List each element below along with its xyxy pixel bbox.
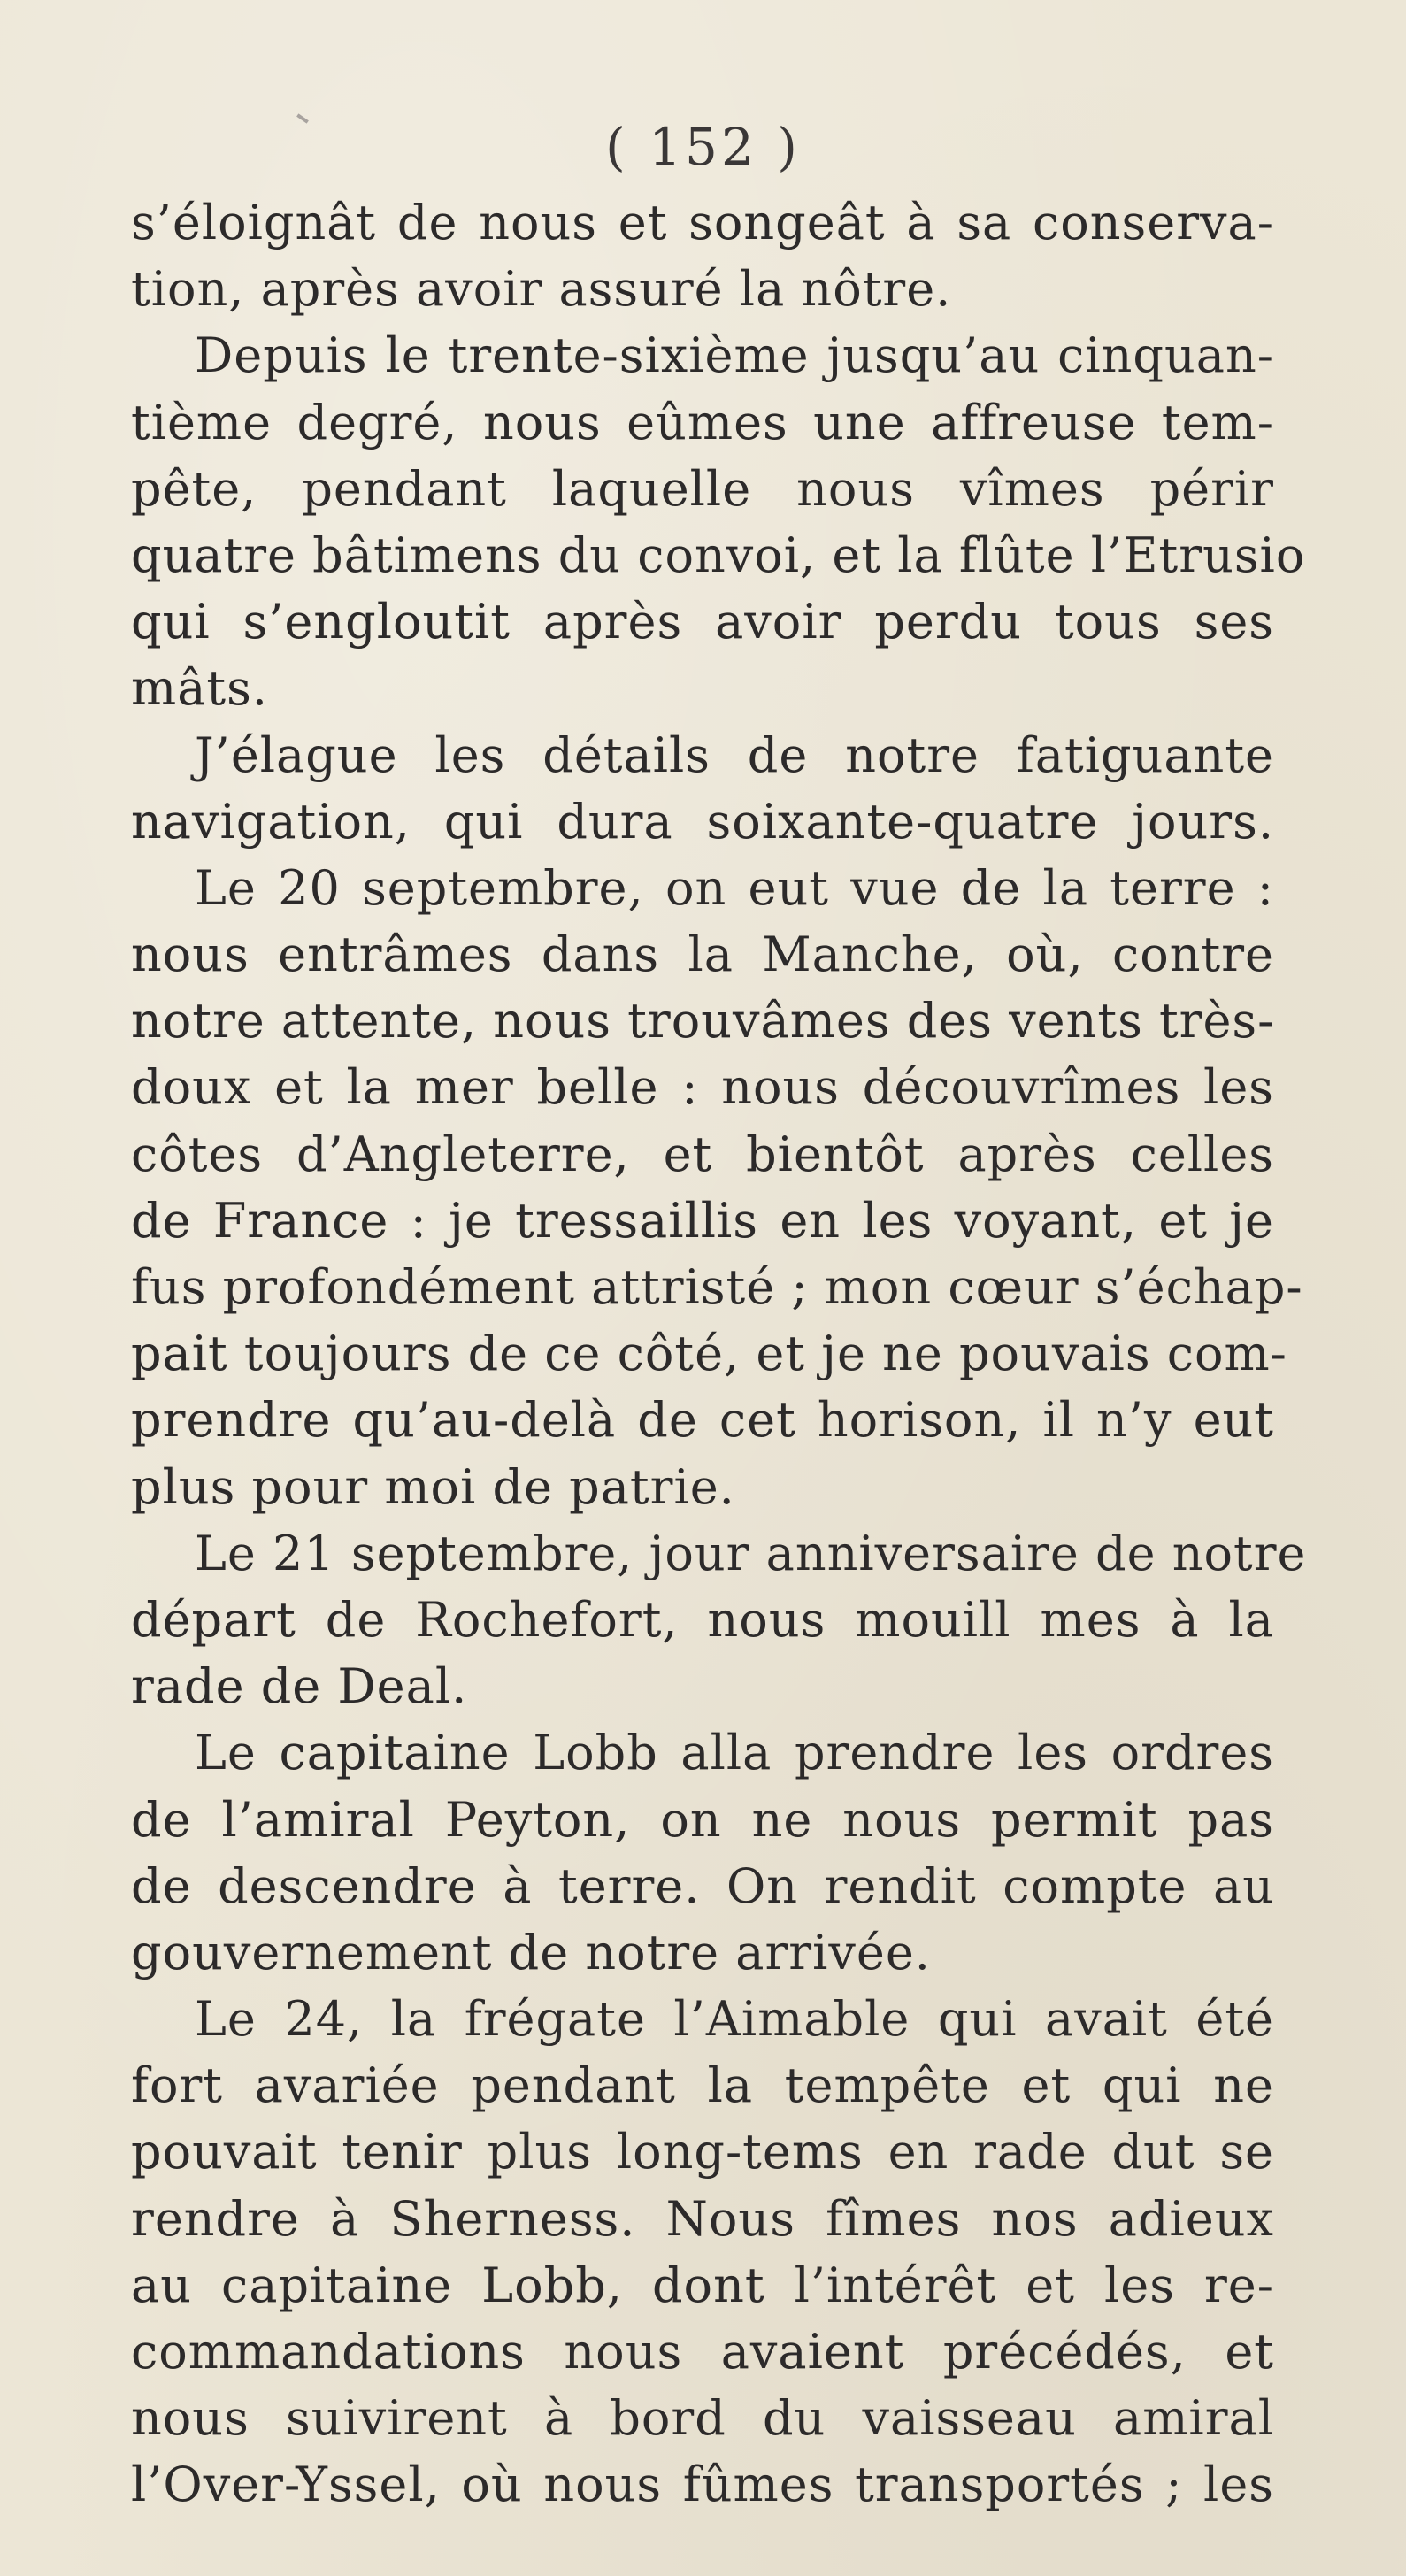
text-line: s’éloignât de nous et songeât à sa conserva- (131, 195, 1274, 250)
text-line: pouvait tenir plus long-tems en rade dut se (131, 2124, 1274, 2180)
text-line: navigation, qui dura soixante-quatre jours. (131, 793, 1274, 850)
text-line: de l’amiral Peyton, on ne nous permit pas (131, 1791, 1274, 1848)
text-line: plus pour moi de patrie. (131, 1458, 735, 1515)
text-line: nous entrâmes dans la Manche, où, contre (131, 927, 1274, 983)
text-line: au capitaine Lobb, dont l’intérêt et les re- (131, 2257, 1274, 2313)
paragraph-start-line: J’élague les détails de notre fatiguante (195, 727, 1274, 783)
text-line: l’Over-Yssel, où nous fûmes transportés ; les (131, 2457, 1274, 2513)
text-line: départ de Rochefort, nous mouill mes à la (131, 1591, 1274, 1648)
text-line: mâts. (131, 660, 268, 717)
text-line: gouvernement de notre arrivée. (131, 1924, 931, 1980)
text-line: de France : je tressaillis en les voyant, et je (131, 1192, 1274, 1249)
paragraph-start-line: Depuis le trente-sixième jusqu’au cinquan- (195, 327, 1274, 384)
body-text (131, 189, 1307, 2518)
page-number: ( 152 ) (605, 117, 801, 177)
text-line: nous suivirent à bord du vaisseau amiral (131, 2390, 1274, 2447)
text-line: pait toujours de ce côté, et je ne pouvais com- (131, 1326, 1287, 1382)
paragraph-start-line: Le 21 septembre, jour anniversaire de notre (195, 1525, 1307, 1581)
text-line: notre attente, nous trouvâmes des vents très- (131, 993, 1275, 1050)
text-line: prendre qu’au-delà de cet horison, il n’y eut (131, 1392, 1274, 1449)
text-line: rendre à Sherness. Nous fîmes nos adieux (131, 2190, 1274, 2247)
paragraph-start-line: Le 20 septembre, on eut vue de la terre : (195, 859, 1274, 916)
text-line: fus profondément attristé ; mon cœur s’échap- (131, 1259, 1303, 1315)
text-line: commandations nous avaient précédés, et (131, 2324, 1274, 2380)
paragraph-start-line: Le 24, la frégate l’Aimable qui avait été (195, 1991, 1274, 2048)
paragraph-start-line: Le capitaine Lobb alla prendre les ordres (195, 1725, 1274, 1781)
text-line: côtes d’Angleterre, et bientôt après celles (131, 1126, 1274, 1182)
text-line: fort avariée pendant la tempête et qui ne (131, 2057, 1274, 2114)
text-line: doux et la mer belle : nous découvrîmes les (131, 1059, 1274, 1116)
text-line: tième degré, nous eûmes une affreuse tem- (131, 394, 1274, 450)
text-line: tion, après avoir assuré la nôtre. (131, 261, 952, 318)
text-line: rade de Deal. (131, 1658, 468, 1715)
text-line: quatre bâtimens du convoi, et la flûte l’Etrusio (131, 527, 1306, 583)
text-line: pête, pendant laquelle nous vîmes périr (131, 460, 1274, 517)
text-line: de descendre à terre. On rendit compte au (131, 1857, 1274, 1914)
text-line: qui s’engloutit après avoir perdu tous ses (131, 594, 1274, 650)
